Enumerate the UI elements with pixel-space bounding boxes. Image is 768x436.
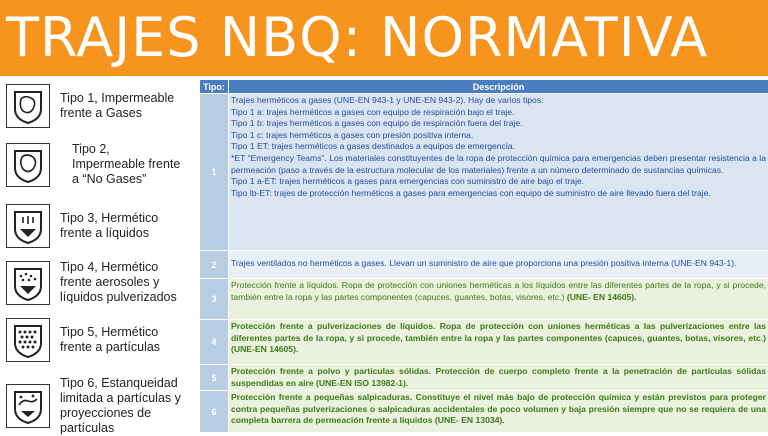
row1-line: *ET “Emergency Teams”. Los materiales constituyentes de la ropa de protección química para emergencias deben presentar resistencia a la permeación (paso a través de la estructura molecular de los materiales) frente a un número determinado de sustancias químicas. (231, 152, 766, 175)
row-desc-1 (229, 94, 768, 250)
standards-table (200, 80, 768, 432)
type-label-4: Tipo 4, Hermético frente aerosoles y líquidos pulverizados (60, 260, 177, 304)
splash-suit-icon (6, 384, 50, 428)
row-desc-3 (229, 279, 768, 319)
row1-line: Tipo 1 a-ET: trajes herméticos a gases para emergencias con suministro de aire bajo el traje. (231, 176, 585, 187)
type-label-1: Tipo 1, Impermeable frente a Gases (60, 91, 175, 120)
row1-line: Tipo 1 c: trajes herméticos a gases con presión positiva interna. (231, 129, 474, 140)
type-item-6 (0, 376, 198, 436)
header-tipo: Tipo: (200, 80, 228, 93)
type-item-5 (0, 318, 198, 362)
liquid-suit-icon (6, 204, 50, 248)
type-label-6: Tipo 6, Estanqueidad limitada a partículas y proyecciones de partículas (60, 376, 181, 435)
row1-line: Tipo 1 a: trajes herméticos a gases con equipo de respiración bajo el traje. (231, 106, 515, 117)
row-desc-6: Protección frente a pequeñas salpicaduras. Constituye el nivel más bajo de protección química y están previstos para proteger contra pequeñas pulverizaciones o salpicaduras accidentales de poco volumen y baja presión siempre que no se requiera de una completa barrera de permeación frente a líquidos (UNE- EN 13034). (229, 391, 768, 432)
row-num-3: 3 (200, 279, 228, 319)
row-num-2: 2 (200, 251, 228, 278)
row-num-5: 5 (200, 365, 228, 390)
type-label-3: Tipo 3, Hermético frente a líquidos (60, 211, 159, 240)
gas-suit-icon (6, 84, 50, 128)
type-label-5: Tipo 5, Hermético frente a partículas (60, 325, 161, 354)
page-title: TRAJES NBQ: NORMATIVA (6, 6, 709, 69)
row-desc-4: Protección frente a pulverizaciones de líquidos. Ropa de protección con uniones herméticas a las pulverizaciones entre las diferentes partes de la ropa, y si procede, también entre la ropa y las partes componentes (capuces, guantes, botas, visores, etc.) (UNE-EN 14605). (229, 320, 768, 364)
row1-line: Tipo 1 ET: trajes herméticos a gases destinados a equipos de emergencia. (231, 141, 515, 152)
type-item-3 (0, 204, 198, 248)
row-num-1: 1 (200, 94, 228, 250)
aerosol-suit-icon (6, 261, 50, 305)
type-item-2 (0, 142, 198, 187)
row-desc-5: Protección frente a polvo y partículas sólidas. Protección de cuerpo completo frente a la penetración de partículas sólidas suspendidas en aire (UNE-EN ISO 13982-1). (229, 365, 768, 390)
row1-line: Tipo 1 b: trajes herméticos a gases con equipo de respiración fuera del traje. (231, 118, 523, 129)
row1-line: Trajes herméticos a gases (UNE-EN 943-1 y UNE-EN 943-2). Hay de varios tipos: (231, 95, 544, 105)
suit-types-panel (0, 80, 198, 435)
particle-suit-icon (6, 318, 50, 362)
type-label-2: Tipo 2, Impermeable frente a “No Gases” (72, 142, 181, 186)
title-banner (0, 0, 768, 76)
type-item-4 (0, 260, 198, 305)
type-item-1 (0, 84, 198, 128)
row3-text: Protección frente a líquidos. Ropa de protección con uniones herméticas a los líquidos entre las diferentes partes de la ropa, y si procede, también entre la ropa y las partes componentes (capuces, guantes, botas, visores, etc.) (231, 280, 766, 302)
row-num-6: 6 (200, 391, 228, 432)
row-desc-2: Trajes ventilados no herméticos a gases. Llevan un suministro de aire que proporciona una presión positiva interna (UNE-EN 943-1). (229, 251, 768, 278)
row1-line: Tipo lb-ET: trajes de protección herméticos a gases para emergencias con equipo de suministro de aire llevado fuera del traje. (231, 187, 711, 198)
row-num-4: 4 (200, 320, 228, 364)
non-gas-suit-icon (6, 143, 50, 187)
header-descripcion: Descripción (229, 80, 768, 93)
row3-norm: (UNE- EN 14605). (566, 291, 637, 302)
